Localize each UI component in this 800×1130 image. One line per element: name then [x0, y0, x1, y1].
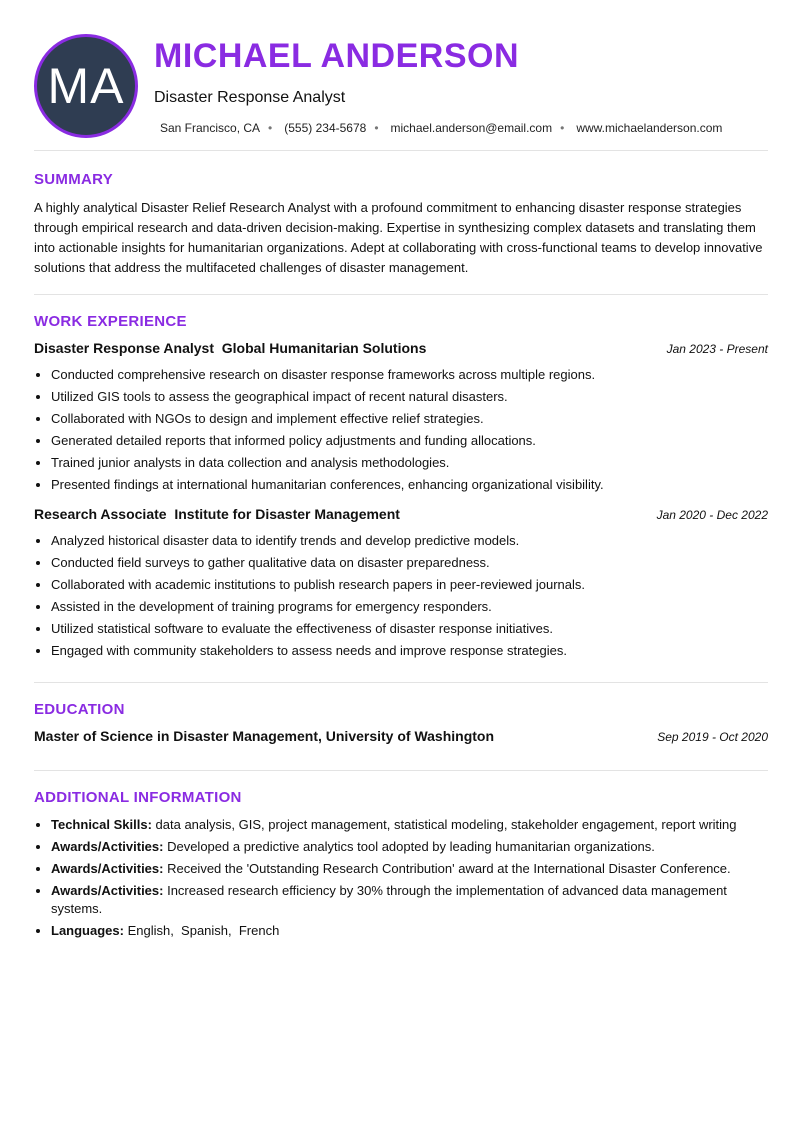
list-item: • Collaborated with academic institutions to publish research papers in peer-reviewed journals.	[51, 574, 768, 596]
job-entry	[34, 340, 768, 496]
list-item: • Conducted comprehensive research on disaster response frameworks across multiple regions.	[51, 364, 768, 386]
resume-page	[34, 34, 768, 944]
info-label: Awards/Activities:	[51, 861, 164, 876]
job-bullets	[34, 530, 768, 662]
info-text: Received the 'Outstanding Research Contribution' award at the International Disaster Conference.	[163, 861, 731, 876]
summary-title: SUMMARY	[34, 171, 114, 188]
job-date: Jan 2020 - Dec 2022	[656, 508, 768, 522]
job-heading: Research Associate Institute for Disaster Management	[34, 506, 400, 522]
list-item: • Conducted field surveys to gather qualitative data on disaster preparedness.	[51, 552, 768, 574]
info-text: English, Spanish, French	[123, 923, 280, 938]
education-title: EDUCATION	[34, 701, 125, 718]
contact-separator: •	[268, 121, 273, 135]
contact-line	[160, 121, 722, 135]
list-item: • Collaborated with NGOs to design and implement effective relief strategies.	[51, 408, 768, 430]
resume-header	[34, 34, 768, 150]
info-text: Increased research efficiency by 30% through the implementation of advanced data management systems.	[51, 883, 727, 916]
list-item: • Generated detailed reports that informed policy adjustments and funding allocations.	[51, 430, 768, 452]
list-item: • Presented findings at international humanitarian conferences, enhancing organizational visibility.	[51, 474, 768, 496]
job-header	[34, 340, 768, 356]
contact-website[interactable]: www.michaelanderson.com	[576, 121, 723, 135]
education-entry	[34, 728, 768, 744]
contact-phone: (555) 234-5678	[284, 121, 367, 135]
avatar-initials: MA	[47, 58, 125, 114]
list-item	[51, 816, 768, 834]
info-label: Languages:	[51, 923, 124, 938]
education-date: Sep 2019 - Oct 2020	[657, 730, 768, 744]
summary-section	[34, 151, 768, 294]
list-item: • Trained junior analysts in data collection and analysis methodologies.	[51, 452, 768, 474]
info-label: Awards/Activities:	[51, 883, 164, 898]
additional-title: ADDITIONAL INFORMATION	[34, 789, 242, 806]
job-date: Jan 2023 - Present	[666, 342, 768, 356]
info-text: data analysis, GIS, project management, statistical modeling, stakeholder engagement, report writing	[151, 817, 737, 832]
avatar	[34, 34, 138, 138]
list-item	[51, 860, 768, 878]
list-item: • Assisted in the development of training programs for emergency responders.	[51, 596, 768, 618]
list-item: • Engaged with community stakeholders to assess needs and improve response strategies.	[51, 640, 768, 662]
info-label: Awards/Activities:	[51, 839, 164, 854]
summary-text: A highly analytical Disaster Relief Research Analyst with a profound commitment to enhancing disaster response strategies through empirical research and data-driven decision-making. Expertise in synthesizing complex datasets and translating them into actionable insights for humanitarian organizations. Adept at collaborating with cross-functional teams to develop innovative solutions that address the multifaceted challenges of disaster management.	[34, 200, 763, 275]
info-text: Developed a predictive analytics tool adopted by leading humanitarian organizations.	[163, 839, 655, 854]
contact-location: San Francisco, CA	[160, 121, 261, 135]
list-item: • Analyzed historical disaster data to identify trends and develop predictive models.	[51, 530, 768, 552]
experience-section	[34, 295, 768, 682]
job-heading: Disaster Response Analyst Global Humanitarian Solutions	[34, 340, 427, 356]
education-degree: Master of Science in Disaster Management, University of Washington	[34, 728, 495, 744]
list-item	[51, 922, 768, 940]
list-item	[51, 838, 768, 856]
list-item	[51, 882, 768, 918]
contact-email[interactable]: michael.anderson@email.com	[390, 121, 553, 135]
candidate-role: Disaster Response Analyst	[154, 89, 346, 106]
additional-section	[34, 771, 768, 940]
job-header	[34, 506, 768, 522]
candidate-name: MICHAEL ANDERSON	[154, 37, 520, 75]
job-entry	[34, 506, 768, 662]
job-bullets	[34, 364, 768, 496]
contact-separator: •	[374, 121, 379, 135]
list-item: • Utilized statistical software to evaluate the effectiveness of disaster response initiatives.	[51, 618, 768, 640]
education-section	[34, 683, 768, 770]
additional-list	[34, 816, 768, 940]
list-item: • Utilized GIS tools to assess the geographical impact of recent natural disasters.	[51, 386, 768, 408]
experience-title: WORK EXPERIENCE	[34, 313, 187, 330]
contact-separator: •	[560, 121, 565, 135]
info-label: Technical Skills:	[51, 817, 152, 832]
